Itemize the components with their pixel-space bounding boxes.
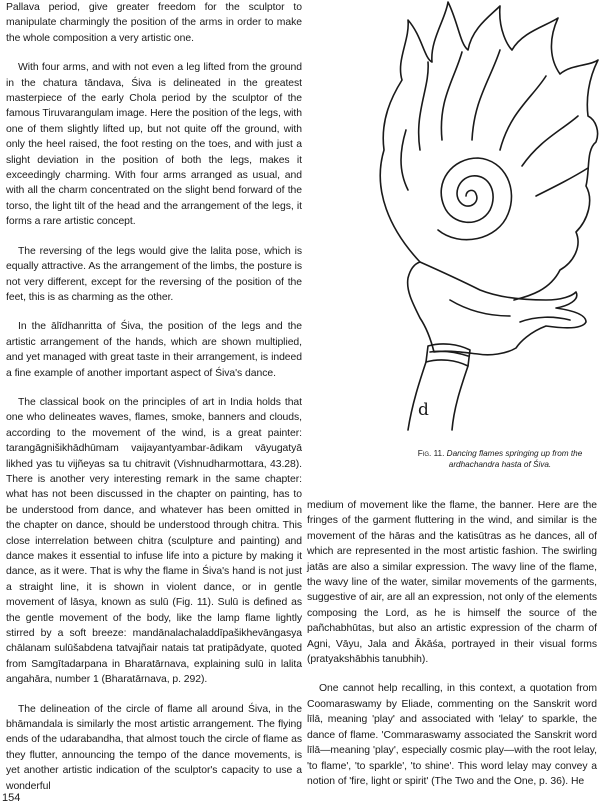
flame-spiral: [438, 158, 511, 240]
flame-tongue: [522, 116, 578, 166]
left-text-column: [6, 0, 302, 808]
paragraph: The reversing of the legs would give the lalita pose, which is equally attractive. As the arrangement of the limbs, the posture is not very different, except for the reversing of the position of the feet, this is as charming as the other.: [6, 245, 302, 303]
flame-tongue: [536, 168, 588, 196]
hand-outline: [408, 262, 586, 355]
paragraph: Pallava period, give greater freedom for the sculptor to manipulate charmingly the position of the arms in order to make the whole composition a very artistic one.: [6, 2, 302, 44]
paragraph: The delineation of the circle of flame all around Śiva, in the bhāmandala is similarly the most artistic arrangement. The flying ends of the udarabandha, that almost touch the circle of flame as they flutter, announcing the tempo of the dance movements, is yet another artistic indication of the sculptor's capacity to use a wonderful: [6, 703, 302, 792]
flame-tongue: [441, 52, 462, 140]
flame-tongue: [419, 62, 429, 150]
page-number: 154: [2, 792, 21, 804]
paragraph: The classical book on the principles of art in India holds that one who delineates waves, flames, smoke, banners and clouds, according to the movement of the wind, is a great painter: tarangāgnišikhādhūmam vaijayantyambar-ādikam vāyugatyā likhed yas tu vijñeyas sa tu chitravit (Vishnudharmottara, 43.28). There is another very interesting remark in the same chapter: what has not been discussed in the chapter on painting, has to be understood from dance, and whatever has been omitted in the chapter on dance, should be understood through chitra. This close interrelation between chitra (sculpture and painting) and dance makes it essential to infuse life into a picture by making it dance, as it were. That is why the flame in Śiva's hand is not just a straight line, it is shown in violent dance, or in gentle movement of lāsya, known as sulū (Fig. 11). Sulū is defined as the gentle movement of the body, like the lamp flame lightly stirred by a soft breeze: mandānalachaladdīpašikhevāngasya chālanam sulūšabdena tatvajñair natais tat pratipādyate, quoted from Samgītadarpana in Bharatārnava, explaining sulū in lalita angahāra, number 1 (Bharatārnava, p. 292).: [6, 396, 302, 686]
flame-outline: [380, 2, 598, 300]
flame-tongue: [401, 130, 408, 190]
flame-hand-illustration: [350, 0, 600, 440]
artist-mark: d: [418, 400, 429, 420]
figure-caption: [400, 448, 600, 470]
hand-crease: [450, 300, 510, 316]
caption-text: Dancing flames springing up from the ardhachandra hasta of Śiva.: [446, 449, 583, 469]
paragraph: medium of movement like the flame, the banner. Here are the fringes of the garment fluttering in the wind, and similar is the movement of the hāras and the katisūtras as he dances, all of which are represented in the most artistic fashion. The swirling jatās are also a similar expression. The wavy line of the flame, the wavy line of the water, similar movements of the garments, suggestive of air, are all an expression, not only of the elements composing the Lord, as he is himself the source of the pañchabhūtas, but also an artistic expression of the charm of Agni, Vāyu, Jala and Ākāśa, portrayed in their visual forms (pratyakshābhis tanubhih).: [307, 500, 597, 666]
flame-tongue: [500, 76, 546, 150]
hand-crease: [520, 317, 570, 322]
flame-tongue: [472, 50, 500, 140]
paragraph: In the ālīdhanritta of Śiva, the position of the legs and the artistic arrangement of the hands, which are shown multiplied, and yet managed with great taste in their arrangement, is indeed a fine example of another important aspect of Śiva's dance.: [6, 321, 302, 379]
right-text-column: [307, 498, 597, 803]
figure-number: Fig. 11.: [417, 449, 445, 458]
paragraph: One cannot help recalling, in this context, a quotation from Coomaraswamy by Eliade, commenting on the Sanskrit word līlā, meaning 'play' and associated with 'lelay' to sparkle, the dance of flame. 'Commaraswamy associated the Sanskrit word līlā—meaning 'play', especially cosmic play—with the root lelay, 'to flame', 'to sparkle', 'to shine'. This word lelay may convey a notion of 'fire, light or spirit' (The Two and the One, p. 36). He: [307, 683, 597, 787]
paragraph: With four arms, and with not even a leg lifted from the ground in the chatura tāndava, Śiva is delineated in the greatest masterpiece of the early Chola period by the sculptor of the famous Tiruvarangulam image. Here the position of the legs, with one of them slightly lifted up, but not quite off the ground, with only the heel raised, the foot resting on the toes, and with just a slight deviation in the position of both the legs, makes it exceedingly charming. With four arms arranged as usual, and with all the charm concentrated on the slight bend forward of the torso, the light tilt of the head and the arrangement of the legs, it forms a rare artistic concept.: [6, 62, 302, 228]
forearm: [452, 366, 468, 430]
flame-drawing: [350, 0, 600, 440]
